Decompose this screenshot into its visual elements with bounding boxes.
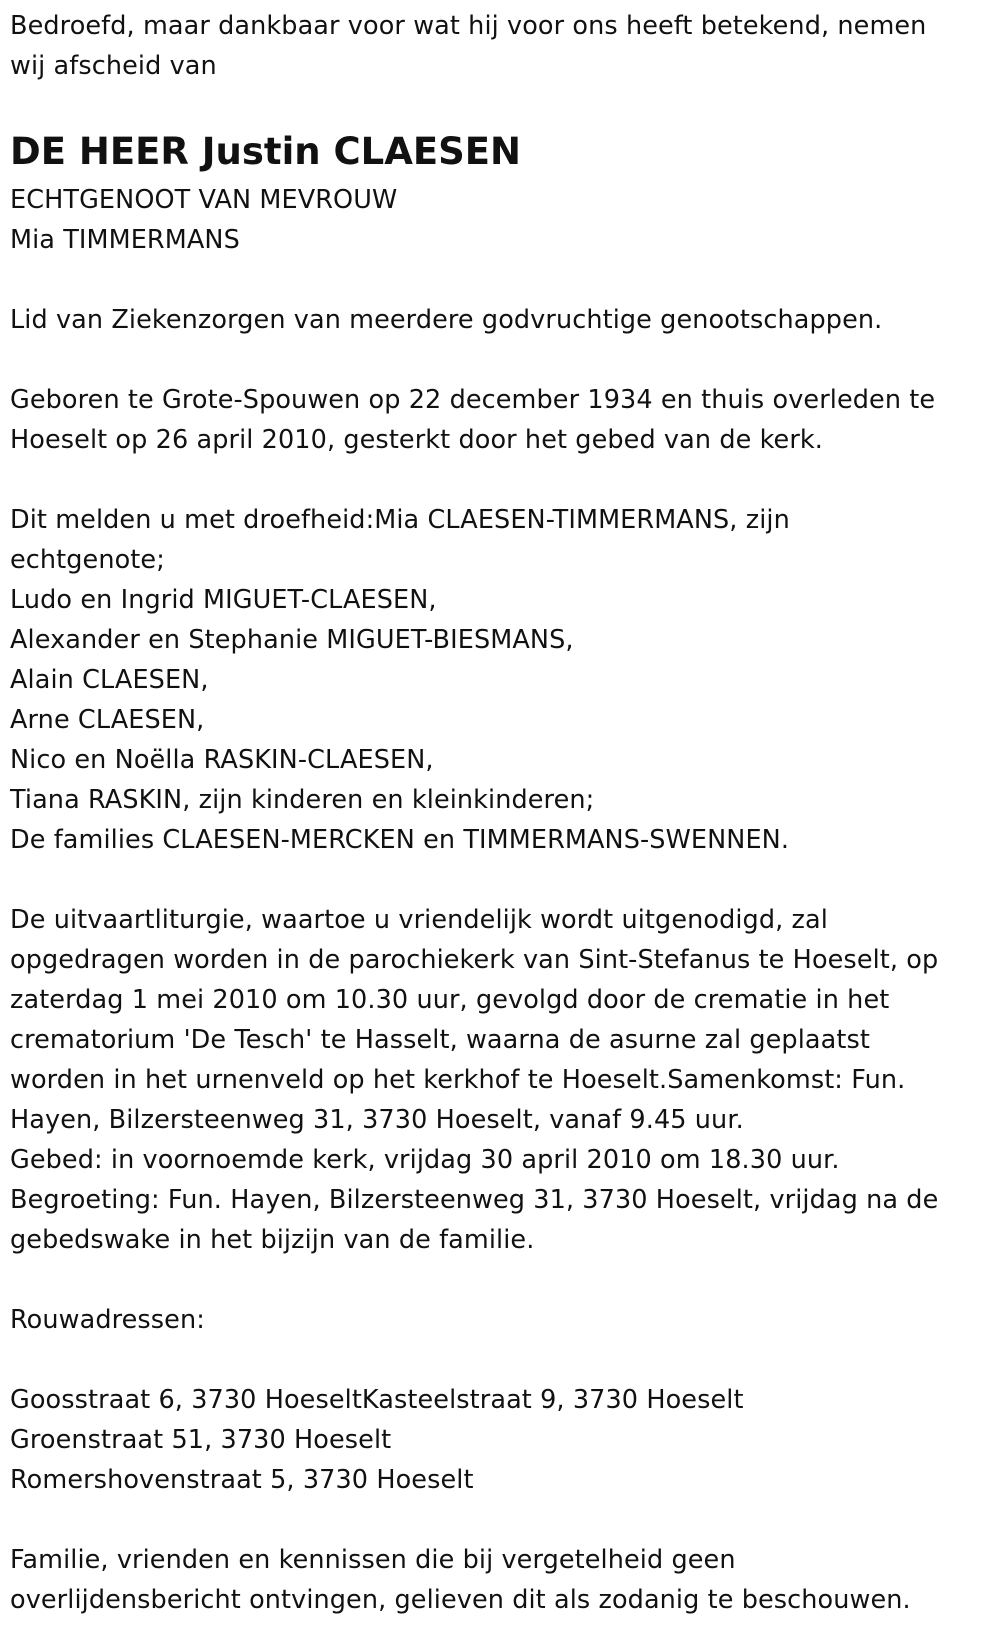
closing-line: Familie, vrienden en kennissen die bij vergetelheid geen bbox=[10, 1545, 736, 1575]
addresses-label: Rouwadressen: bbox=[10, 1305, 205, 1335]
family-line: Tiana RASKIN, zijn kinderen en kleinkinderen; bbox=[10, 785, 595, 815]
closing-paragraph bbox=[10, 1540, 990, 1620]
family-line: Ludo en Ingrid MIGUET-CLAESEN, bbox=[10, 585, 437, 615]
family-line: De families CLAESEN-MERCKEN en TIMMERMANS-SWENNEN. bbox=[10, 825, 790, 855]
family-paragraph bbox=[10, 500, 990, 860]
birth-death-paragraph bbox=[10, 380, 990, 460]
membership-paragraph bbox=[10, 300, 990, 340]
spacer bbox=[10, 860, 990, 900]
spacer bbox=[10, 340, 990, 380]
funeral-line: De uitvaartliturgie, waartoe u vriendelijk wordt uitgenodigd, zal bbox=[10, 905, 828, 935]
funeral-paragraph bbox=[10, 900, 990, 1260]
address-line: Goosstraat 6, 3730 HoeseltKasteelstraat 9, 3730 Hoeselt bbox=[10, 1385, 744, 1415]
family-line: echtgenote; bbox=[10, 545, 165, 575]
family-line: Alexander en Stephanie MIGUET-BIESMANS, bbox=[10, 625, 574, 655]
addresses-list bbox=[10, 1380, 990, 1500]
funeral-line: crematorium 'De Tesch' te Hasselt, waarna de asurne zal geplaatst bbox=[10, 1025, 870, 1055]
funeral-line: Hayen, Bilzersteenweg 31, 3730 Hoeselt, vanaf 9.45 uur. bbox=[10, 1105, 744, 1135]
deceased-name: DE HEER Justin CLAESEN bbox=[10, 130, 522, 173]
spacer bbox=[10, 1340, 990, 1380]
family-line: Arne CLAESEN, bbox=[10, 705, 205, 735]
address-line: Romershovenstraat 5, 3730 Hoeselt bbox=[10, 1465, 474, 1495]
membership-line: Lid van Ziekenzorgen van meerdere godvruchtige genootschappen. bbox=[10, 305, 883, 335]
family-line: Dit melden u met droefheid:Mia CLAESEN-TIMMERMANS, zijn bbox=[10, 505, 790, 535]
funeral-line: zaterdag 1 mei 2010 om 10.30 uur, gevolgd door de crematie in het bbox=[10, 985, 890, 1015]
address-line: Groenstraat 51, 3730 Hoeselt bbox=[10, 1425, 392, 1455]
funeral-line: opgedragen worden in de parochiekerk van Sint-Stefanus te Hoeselt, op bbox=[10, 945, 939, 975]
funeral-line: worden in het urnenveld op het kerkhof te Hoeselt.Samenkomst: Fun. bbox=[10, 1065, 906, 1095]
spouse-line: Mia TIMMERMANS bbox=[10, 225, 240, 255]
intro-line: Bedroefd, maar dankbaar voor wat hij voor ons heeft betekend, nemen bbox=[10, 11, 927, 41]
birth-death-line: Hoeselt op 26 april 2010, gesterkt door het gebed van de kerk. bbox=[10, 425, 823, 455]
spouse-block bbox=[10, 180, 990, 260]
spacer bbox=[10, 1500, 990, 1540]
funeral-line: Gebed: in voornoemde kerk, vrijdag 30 april 2010 om 18.30 uur. bbox=[10, 1145, 840, 1175]
addresses-label-block bbox=[10, 1300, 990, 1340]
spouse-line: ECHTGENOOT VAN MEVROUW bbox=[10, 185, 398, 215]
spacer bbox=[10, 260, 990, 300]
spacer bbox=[10, 86, 990, 122]
funeral-line: Begroeting: Fun. Hayen, Bilzersteenweg 31, 3730 Hoeselt, vrijdag na de bbox=[10, 1185, 939, 1215]
spacer bbox=[10, 1260, 990, 1300]
family-line: Nico en Noëlla RASKIN-CLAESEN, bbox=[10, 745, 434, 775]
intro-line: wij afscheid van bbox=[10, 51, 217, 81]
family-line: Alain CLAESEN, bbox=[10, 665, 209, 695]
birth-death-line: Geboren te Grote-Spouwen op 22 december 1934 en thuis overleden te bbox=[10, 385, 936, 415]
closing-line: overlijdensbericht ontvingen, gelieven dit als zodanig te beschouwen. bbox=[10, 1585, 911, 1615]
intro-paragraph bbox=[10, 6, 990, 86]
funeral-line: gebedswake in het bijzijn van de familie. bbox=[10, 1225, 535, 1255]
spacer bbox=[10, 460, 990, 500]
